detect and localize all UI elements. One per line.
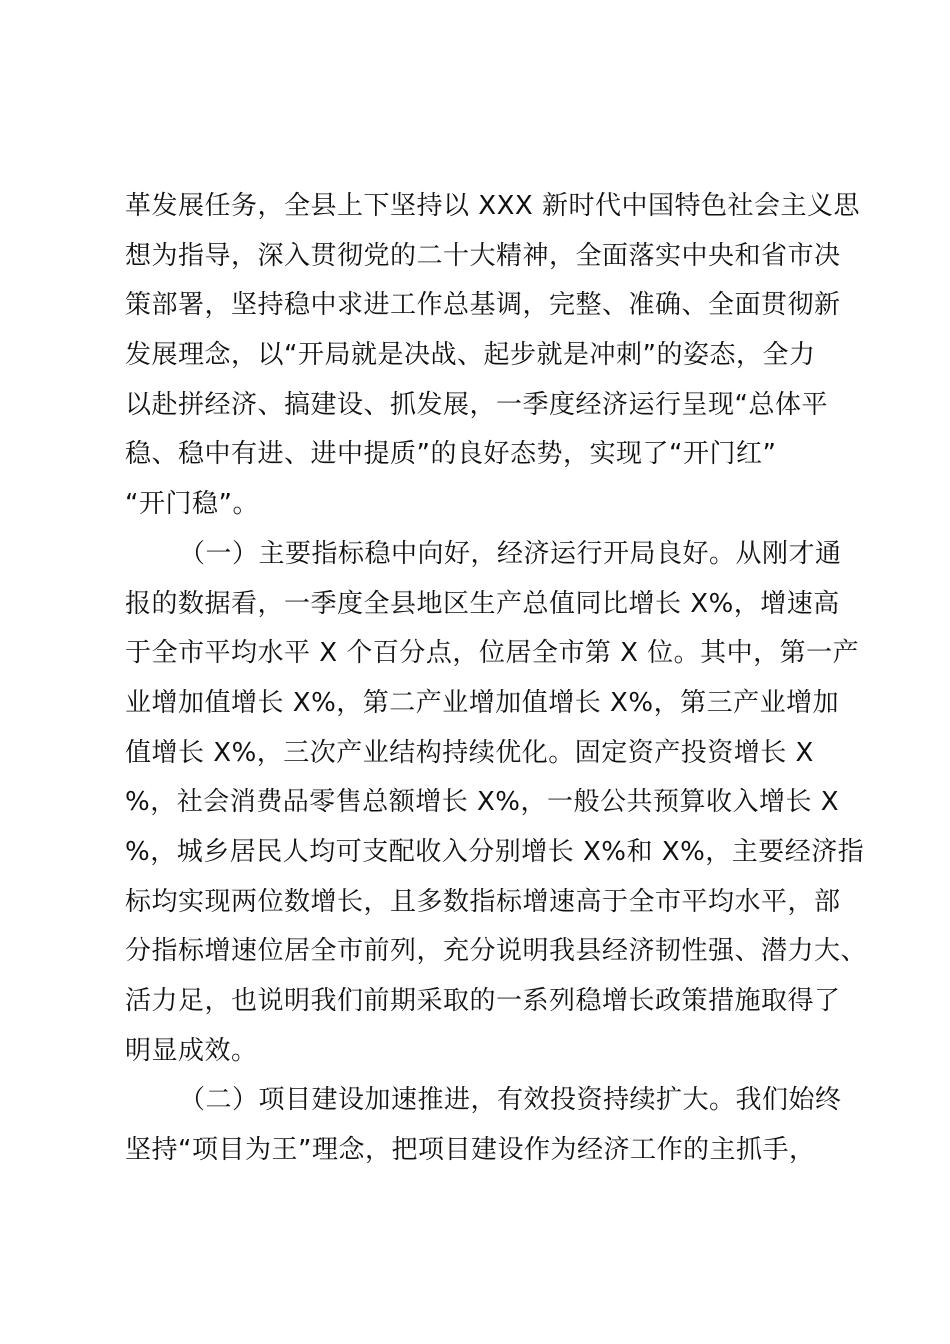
paragraph-line: 稳、稳中有进、进中提质”的良好态势，实现了“开门红” xyxy=(125,439,777,470)
paragraph-line: %，城乡居民人均可支配收入分别增长 X%和 X%，主要经济指 xyxy=(125,836,865,867)
paragraph-line: 革发展任务，全县上下坚持以 XXX 新时代中国特色社会主义思 xyxy=(125,191,860,221)
paragraph-line: 以赴拼经济、搞建设、抓发展，一季度经济运行呈现“总体平 xyxy=(125,389,828,420)
paragraph-line: 活力足，也说明我们前期采取的一系列稳增长政策措施取得了 xyxy=(125,986,841,1016)
paragraph-line: 明显成效。 xyxy=(125,1035,258,1066)
paragraph-line: 分指标增速位居全市前列，充分说明我县经济韧性强、潜力大、 xyxy=(125,936,868,967)
paragraph-continuation xyxy=(125,182,860,530)
paragraph-line: 发展理念，以“开局就是决战、起步就是冲刺”的姿态，全力 xyxy=(125,340,816,371)
paragraph-line: %，社会消费品零售总额增长 X%，一般公共预算收入增长 X xyxy=(125,787,840,818)
paragraph-line: 报的数据看，一季度全县地区生产总值同比增长 X%，增速高 xyxy=(125,588,840,619)
paragraph-line: 标均实现两位数增长，且多数指标增速高于全市平均水平，部 xyxy=(125,886,841,917)
paragraph-line: “开门稳”。 xyxy=(125,489,259,520)
paragraph-section-2 xyxy=(125,1076,845,1175)
paragraph-line: 坚持“项目为王”理念，把项目建设作为经济工作的主抓手， xyxy=(125,1135,816,1166)
paragraph-line: 策部署，坚持稳中求进工作总基调，完整、准确、全面贯彻新 xyxy=(125,290,841,321)
paragraph-line: 于全市平均水平 X 个百分点，位居全市第 X 位。其中，第一产 xyxy=(125,638,860,669)
paragraph-line: 想为指导，深入贯彻党的二十大精神，全面落实中央和省市决 xyxy=(125,240,841,271)
paragraph-line: 值增长 X%，三次产业结构持续优化。固定资产投资增长 X xyxy=(125,737,814,768)
paragraph-heading-line: （二）项目建设加速推进，有效投资持续扩大。我们始终 xyxy=(179,1085,842,1116)
paragraph-heading-line: （一）主要指标稳中向好，经济运行开局良好。从刚才通 xyxy=(179,538,842,569)
document-body xyxy=(125,182,868,1176)
paragraph-line: 业增加值增长 X%，第二产业增加值增长 X%，第三产业增加 xyxy=(125,687,840,718)
paragraph-section-1 xyxy=(125,530,868,1077)
